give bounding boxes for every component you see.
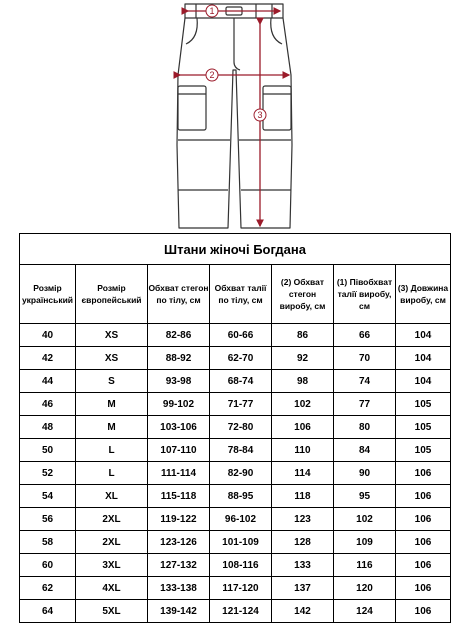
table-cell: 44 xyxy=(20,370,76,393)
table-cell: 99-102 xyxy=(148,393,210,416)
table-cell: 106 xyxy=(396,508,451,531)
table-cell: 104 xyxy=(396,347,451,370)
table-cell: 93-98 xyxy=(148,370,210,393)
table-title: Штани жіночі Богдана xyxy=(20,234,451,265)
table-row xyxy=(20,485,451,508)
table-cell: 56 xyxy=(20,508,76,531)
table-row xyxy=(20,416,451,439)
table-cell: 123-126 xyxy=(148,531,210,554)
table-cell: 52 xyxy=(20,462,76,485)
table-cell: 58 xyxy=(20,531,76,554)
table-cell: 3XL xyxy=(76,554,148,577)
column-header: (2) Обхват стегон виробу, см xyxy=(272,265,334,324)
table-cell: 120 xyxy=(334,577,396,600)
column-header: Розмір український xyxy=(20,265,76,324)
marker-3-label: 3 xyxy=(257,110,263,120)
table-cell: 106 xyxy=(396,577,451,600)
table-cell: 106 xyxy=(272,416,334,439)
column-header: (1) Півобхват талії виробу, см xyxy=(334,265,396,324)
table-cell: 96-102 xyxy=(210,508,272,531)
cargo-pocket-left xyxy=(178,86,206,130)
pants-drawing xyxy=(0,0,469,232)
table-cell: 64 xyxy=(20,600,76,623)
table-row xyxy=(20,347,451,370)
table-cell: 105 xyxy=(396,393,451,416)
table-cell: 2XL xyxy=(76,508,148,531)
table-row xyxy=(20,324,451,347)
table-cell: 48 xyxy=(20,416,76,439)
table-row xyxy=(20,462,451,485)
table-cell: 121-124 xyxy=(210,600,272,623)
table-cell: 54 xyxy=(20,485,76,508)
pants-outline xyxy=(177,4,292,228)
table-cell: 102 xyxy=(272,393,334,416)
table-cell: 2XL xyxy=(76,531,148,554)
table-body xyxy=(20,324,451,623)
table-cell: XS xyxy=(76,347,148,370)
table-cell: 118 xyxy=(272,485,334,508)
table-cell: 62-70 xyxy=(210,347,272,370)
table-cell: 82-90 xyxy=(210,462,272,485)
table-cell: 127-132 xyxy=(148,554,210,577)
table-cell: 95 xyxy=(334,485,396,508)
table-cell: 88-95 xyxy=(210,485,272,508)
table-cell: 72-80 xyxy=(210,416,272,439)
table-cell: 108-116 xyxy=(210,554,272,577)
table-cell: 101-109 xyxy=(210,531,272,554)
table-cell: 117-120 xyxy=(210,577,272,600)
marker-1-label: 1 xyxy=(209,6,215,16)
table-cell: 105 xyxy=(396,416,451,439)
table-cell: 62 xyxy=(20,577,76,600)
table-cell: 42 xyxy=(20,347,76,370)
table-header-row xyxy=(20,265,451,324)
table-cell: 119-122 xyxy=(148,508,210,531)
table-cell: L xyxy=(76,462,148,485)
table-cell: 116 xyxy=(334,554,396,577)
table-cell: 106 xyxy=(396,531,451,554)
table-cell: M xyxy=(76,416,148,439)
table-row xyxy=(20,577,451,600)
column-header: Розмір європейський xyxy=(76,265,148,324)
pants-measurement-diagram xyxy=(0,0,469,232)
table-cell: 84 xyxy=(334,439,396,462)
table-cell: 90 xyxy=(334,462,396,485)
column-header: Обхват стегон по тілу, см xyxy=(148,265,210,324)
table-cell: 137 xyxy=(272,577,334,600)
table-cell: 139-142 xyxy=(148,600,210,623)
table-cell: 77 xyxy=(334,393,396,416)
table-cell: 102 xyxy=(334,508,396,531)
table-cell: 142 xyxy=(272,600,334,623)
table-cell: 123 xyxy=(272,508,334,531)
table-cell: L xyxy=(76,439,148,462)
table-cell: 4XL xyxy=(76,577,148,600)
table-cell: 111-114 xyxy=(148,462,210,485)
table-cell: M xyxy=(76,393,148,416)
table-cell: 68-74 xyxy=(210,370,272,393)
table-row xyxy=(20,531,451,554)
table-cell: 104 xyxy=(396,324,451,347)
table-cell: XL xyxy=(76,485,148,508)
size-chart-table xyxy=(19,233,451,623)
table-cell: 78-84 xyxy=(210,439,272,462)
table-cell: 114 xyxy=(272,462,334,485)
table-cell: 92 xyxy=(272,347,334,370)
table-cell: 106 xyxy=(396,485,451,508)
table-cell: 124 xyxy=(334,600,396,623)
table-cell: 50 xyxy=(20,439,76,462)
table-cell: 133 xyxy=(272,554,334,577)
table-cell: 70 xyxy=(334,347,396,370)
table-cell: 105 xyxy=(396,439,451,462)
table-cell: 133-138 xyxy=(148,577,210,600)
table-cell: 106 xyxy=(396,462,451,485)
table-cell: 66 xyxy=(334,324,396,347)
cargo-pocket-right xyxy=(263,86,291,130)
table-cell: 86 xyxy=(272,324,334,347)
table-cell: 60 xyxy=(20,554,76,577)
table-cell: 80 xyxy=(334,416,396,439)
table-cell: S xyxy=(76,370,148,393)
table-row xyxy=(20,554,451,577)
table-cell: 106 xyxy=(396,554,451,577)
marker-2-label: 2 xyxy=(209,70,215,80)
table-row xyxy=(20,393,451,416)
table-cell: 46 xyxy=(20,393,76,416)
column-header: Обхват талії по тілу, см xyxy=(210,265,272,324)
table-cell: 115-118 xyxy=(148,485,210,508)
table-cell: 98 xyxy=(272,370,334,393)
table-cell: 109 xyxy=(334,531,396,554)
table-cell: 74 xyxy=(334,370,396,393)
table-row xyxy=(20,508,451,531)
table-cell: 128 xyxy=(272,531,334,554)
table-cell: 103-106 xyxy=(148,416,210,439)
table-cell: XS xyxy=(76,324,148,347)
table-cell: 106 xyxy=(396,600,451,623)
table-row xyxy=(20,439,451,462)
table-cell: 107-110 xyxy=(148,439,210,462)
table-cell: 82-86 xyxy=(148,324,210,347)
table-cell: 60-66 xyxy=(210,324,272,347)
table-cell: 104 xyxy=(396,370,451,393)
table-cell: 40 xyxy=(20,324,76,347)
column-header: (3) Довжина виробу, см xyxy=(396,265,451,324)
table-cell: 110 xyxy=(272,439,334,462)
table-cell: 88-92 xyxy=(148,347,210,370)
table-row xyxy=(20,600,451,623)
table-cell: 5XL xyxy=(76,600,148,623)
table-cell: 71-77 xyxy=(210,393,272,416)
table-row xyxy=(20,370,451,393)
